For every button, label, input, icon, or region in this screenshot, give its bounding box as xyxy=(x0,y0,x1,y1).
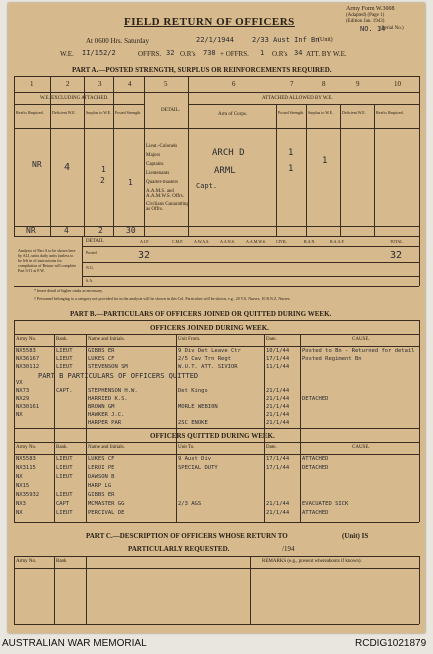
footnote-2: † Personnel belonging to a category not provided for in the analysis will be shown in this Col. Particulars will be shown, e.g., 20 V.S. Nurses, 10 R.N.Z. Nurses. xyxy=(34,296,291,301)
hw-aif-32: 32 xyxy=(138,250,151,261)
archive-footer xyxy=(0,636,433,654)
quitted-title: OFFICERS QUITTED DURING WEEK. xyxy=(150,432,275,440)
joined-col-0: Army No. xyxy=(16,337,37,342)
rank-5: A.A.M.S. and A.A.M.W.S. Offrs. xyxy=(146,189,184,199)
detail-row-0: Posted xyxy=(86,250,97,255)
rank-0: Lieut.-Colonels xyxy=(146,144,178,149)
column-number-9: 9 xyxy=(356,80,360,88)
quitted-cell-5-3: 2/3 AGS xyxy=(178,501,202,507)
quitted-cell-0-3: 9 Aust Div xyxy=(178,456,212,462)
quitted-cell-0-5: ATTACHED xyxy=(302,456,329,462)
hw-att-3: 1 xyxy=(322,156,328,166)
joined-cell-6-4: 21/1/44 xyxy=(266,396,290,402)
joined-cell-8-4: 21/1/44 xyxy=(266,412,290,418)
detail-label: DETAIL xyxy=(86,239,104,244)
joined-cell-0-1: LIEUT xyxy=(56,348,73,354)
part-c-date: /194 xyxy=(282,545,295,553)
joined-cell-0-5: Posted to Bn - Returned for detail xyxy=(302,348,415,354)
quitted-cell-5-5: EVACUATED SICK xyxy=(302,501,349,507)
detail-row-1: N.G. xyxy=(86,265,94,270)
joined-cell-1-4: 17/1/44 xyxy=(266,356,290,362)
unit-name: 2/33 Aust Inf Bn xyxy=(252,36,320,44)
column-number-10: 10 xyxy=(394,80,401,88)
header-right-2: Deficient W.E. xyxy=(342,110,366,115)
joined-cell-7-3: MORLE WEBI0N xyxy=(178,404,218,410)
joined-cell-1-0: NX36167 xyxy=(16,356,40,362)
attached-allowed: ATTACHED ALLOWED BY W.E. xyxy=(262,96,333,101)
quitted-col-1: Rank. xyxy=(56,445,68,450)
detail-col-5: CIVIL xyxy=(276,239,287,244)
ors2-value: 34 xyxy=(294,49,303,57)
quitted-col-3: Unit To. xyxy=(178,445,195,450)
detail-col-7: R.A.A.F. xyxy=(330,239,345,244)
joined-cell-5-0: NX73 xyxy=(16,388,30,394)
joined-cell-2-2: STEVENSON SM xyxy=(88,364,128,370)
hw-surplus-3: 1 xyxy=(128,178,133,187)
joined-cell-0-0: NX5583 xyxy=(16,348,36,354)
column-number-1: 1 xyxy=(30,80,34,88)
quitted-cell-3-2: HARP LG xyxy=(88,483,112,489)
joined-cell-6-5: DETACHED xyxy=(302,396,329,402)
total-0: NR xyxy=(26,226,36,235)
quitted-cell-4-1: LIEUT xyxy=(56,492,73,498)
part-c-col-3: REMARKS (e.g., present whereabouts if known). xyxy=(262,559,362,564)
joined-col-5: CAUSE. xyxy=(352,337,370,342)
joined-cell-1-5: Posted Regiment Bn xyxy=(302,356,362,362)
quitted-cell-5-0: NX3 xyxy=(16,501,26,507)
at-date: 22/1/1944 xyxy=(196,36,234,44)
detail-col-3: A.A.N.S. xyxy=(220,239,235,244)
quitted-col-5: CAUSE. xyxy=(352,445,370,450)
quitted-cell-2-0: NX xyxy=(16,474,23,480)
joined-cell-8-0: NX xyxy=(16,412,23,418)
quitted-col-2: Name and Initials. xyxy=(88,445,125,450)
form-title: FIELD RETURN OF OFFICERS xyxy=(124,16,295,28)
serial-number: NO. 14 xyxy=(360,25,386,33)
joined-cell-9-2: HARPER PAR xyxy=(88,420,122,426)
quitted-cell-1-4: 17/1/44 xyxy=(266,465,290,471)
hw-total-32: 32 xyxy=(390,250,403,261)
column-number-5: 5 xyxy=(164,80,168,88)
joined-cell-7-2: BROWN GM xyxy=(88,404,115,410)
joined-cell-2-3: W.U.T. ATT. SIVIOR xyxy=(178,364,238,370)
quitted-col-4: Date. xyxy=(266,445,277,450)
joined-cell-5-2: STEPHENSON H.W. xyxy=(88,388,138,394)
hw-4: 4 xyxy=(64,162,71,173)
quitted-cell-2-2: DAWSON B xyxy=(88,474,115,480)
rank-2: Captains xyxy=(146,162,164,167)
unit-label: (Unit) xyxy=(318,37,333,43)
joined-cell-1-2: LUKES CF xyxy=(88,356,115,362)
offrs-label: OFFRS. xyxy=(138,50,162,58)
total-2: 2 xyxy=(98,226,103,235)
at-line: At 0600 Hrs. Saturday xyxy=(86,37,149,45)
quitted-cell-4-0: NX35932 xyxy=(16,492,40,498)
joined-title: OFFICERS JOINED DURING WEEK. xyxy=(150,324,269,332)
part-c-title: PART C.—DESCRIPTION OF OFFICERS WHOSE RETURN TO xyxy=(86,532,288,540)
column-number-3: 3 xyxy=(98,80,102,88)
column-number-4: 4 xyxy=(128,80,132,88)
plus-label: + OFFRS. xyxy=(220,50,249,58)
part-c-unit-is: (Unit) IS xyxy=(342,532,369,540)
form-edition: (Edition Jan. 1943) xyxy=(346,19,385,24)
joined-cell-5-1: CAPT. xyxy=(56,388,73,394)
footnote-1: * Insert detail of higher ranks as necessary. xyxy=(34,288,103,293)
part-c-col-1: Rank xyxy=(56,559,67,564)
header-right-3: Rein'ts Required. xyxy=(376,110,404,115)
joined-cell-4-0: VX xyxy=(16,380,23,386)
footer-right: RCDIG1021879 xyxy=(355,638,427,649)
column-number-6: 6 xyxy=(232,80,236,88)
joined-cell-8-2: HAWKER J.C. xyxy=(88,412,125,418)
header-right-0: Posted Strength. xyxy=(278,110,305,115)
form-id: Army Form W.3008 xyxy=(346,6,395,12)
column-number-7: 7 xyxy=(290,80,294,88)
part-c-col-0: Army No. xyxy=(16,559,37,564)
joined-cell-7-0: NX30161 xyxy=(16,404,40,410)
ors-value: 738 xyxy=(203,49,216,57)
quitted-cell-5-2: MCMASTER GG xyxy=(88,501,125,507)
hw-nr: NR xyxy=(32,160,42,169)
joined-cell-2-1: LIEUT xyxy=(56,364,73,370)
detail-col-4: A.A.M.W.S. xyxy=(246,239,266,244)
rank-6: Civilians Ganaratting as Offrs. xyxy=(146,202,189,212)
arm-of-corps: Arm of Corps. xyxy=(218,112,248,117)
joined-cell-9-3: 2SC ENOKE xyxy=(178,420,208,426)
hw-surplus-1: 1 xyxy=(101,165,106,174)
detail-col-1: C.M.F. xyxy=(172,239,184,244)
joined-cell-0-3: 9 Div Det Leave Ctr xyxy=(178,348,241,354)
ors2-label: O.R's xyxy=(272,50,288,58)
rank-3: Lieutenants xyxy=(146,171,170,176)
footer-left: AUSTRALIAN WAR MEMORIAL xyxy=(2,638,147,649)
quitted-cell-1-2: LEROI PE xyxy=(88,465,115,471)
total-1: 4 xyxy=(64,226,69,235)
detail-col-2: A.W.A.S. xyxy=(194,239,210,244)
joined-cell-5-3: Det Kings xyxy=(178,388,208,394)
quitted-cell-6-1: LIEUT xyxy=(56,510,73,516)
joined-cell-2-4: 11/1/44 xyxy=(266,364,290,370)
quitted-cell-6-2: PERCIVAL DE xyxy=(88,510,125,516)
hw-att-1: 1 xyxy=(288,148,294,158)
quitted-cell-3-0: NX15 xyxy=(16,483,30,489)
quitted-cell-1-3: SPECIAL DUTY xyxy=(178,465,218,471)
quitted-cell-4-2: GIBBS ER xyxy=(88,492,115,498)
quitted-cell-0-0: NX5583 xyxy=(16,456,36,462)
detail-col-0: A.I.F. xyxy=(140,239,150,244)
quitted-cell-5-4: 21/1/44 xyxy=(266,501,290,507)
joined-cell-0-2: GIBBS ER xyxy=(88,348,115,354)
hw-arm-1: ARCH D xyxy=(212,148,245,158)
quitted-cell-0-4: 17/1/44 xyxy=(266,456,290,462)
joined-col-4: Date. xyxy=(266,337,277,342)
rank-4: Quarter-masters xyxy=(146,180,179,185)
serial-label: (Serial No.) xyxy=(380,26,404,31)
we-label: W.E. xyxy=(60,50,74,58)
quitted-cell-1-0: NX3115 xyxy=(16,465,36,471)
part-b-title: PART B.—PARTICULARS OF OFFICERS JOINED OR QUITTED DURING WEEK. xyxy=(70,310,332,318)
quitted-cell-6-4: 21/1/44 xyxy=(266,510,290,516)
hw-capt: Capt. xyxy=(196,182,218,190)
ors-label: O.R's xyxy=(180,50,196,58)
hw-surplus-2: 2 xyxy=(100,176,105,185)
we-excluding-attached: W.E. EXCLUDING ATTACHED. xyxy=(40,96,109,101)
quitted-cell-1-5: DETACHED xyxy=(302,465,329,471)
column-number-2: 2 xyxy=(66,80,70,88)
hw-arm-2: ARML xyxy=(214,166,236,176)
we-value: II/152/2 xyxy=(82,49,116,57)
detail-row-2: S.A. xyxy=(86,278,94,283)
part-c-requested: PARTICULARLY REQUESTED. xyxy=(128,545,230,553)
part-a-title: PART A.—POSTED STRENGTH, SURPLUS OR REINFORCEMENTS REQUIRED. xyxy=(72,66,332,74)
joined-cell-1-1: LIEUT xyxy=(56,356,73,362)
joined-cell-7-4: 21/1/44 xyxy=(266,404,290,410)
joined-col-2: Name and Initials. xyxy=(88,337,125,342)
header-left-0: Rein'ts Required. xyxy=(16,110,44,115)
quitted-cell-6-0: NX xyxy=(16,510,23,516)
detail-header: DETAIL. xyxy=(161,108,180,113)
detail-col-8: TOTAL xyxy=(390,239,403,244)
header-left-2: Surplus to W.E. xyxy=(86,110,112,115)
quitted-cell-0-1: LIEUT xyxy=(56,456,73,462)
offrs-value: 32 xyxy=(166,49,175,57)
header-right-1: Surplus to W.E. xyxy=(308,110,334,115)
att-label: ATT. BY W.E. xyxy=(306,50,347,58)
form-sub: (Adapted) (Page 1) xyxy=(346,13,385,18)
joined-cell-0-4: 10/1/44 xyxy=(266,348,290,354)
quitted-cell-2-1: LIEUT xyxy=(56,474,73,480)
plus-value: 1 xyxy=(260,49,265,57)
joined-cell-6-0: NX29 xyxy=(16,396,30,402)
joined-cell-3-2: PART B PARTICULARS OF OFFICERS QUITTED xyxy=(38,372,199,380)
header-left-1: Deficient W.E. xyxy=(52,110,76,115)
joined-cell-1-3: 2/5 Cav Trn Regt xyxy=(178,356,231,362)
analysis-side-note: Analysis of Part A to be shown here by ALL units daily units (unless to be left in of instructions for compilation of Return will complete Part 5/11 at F.W. xyxy=(18,248,77,273)
rank-1: Majors xyxy=(146,153,161,158)
hw-att-2: 1 xyxy=(288,164,294,174)
quitted-cell-1-1: LIEUT xyxy=(56,465,73,471)
joined-cell-5-4: 21/1/44 xyxy=(266,388,290,394)
quitted-cell-6-5: ATTACHED xyxy=(302,510,329,516)
joined-col-3: Unit From. xyxy=(178,337,201,342)
quitted-cell-5-1: CAPT xyxy=(56,501,70,507)
column-number-8: 8 xyxy=(322,80,326,88)
total-3: 30 xyxy=(126,226,136,235)
quitted-cell-0-2: LUKES CF xyxy=(88,456,115,462)
header-left-3: Posted Strength. xyxy=(115,110,142,115)
joined-col-1: Rank. xyxy=(56,337,68,342)
joined-cell-6-2: HARRIED K.S. xyxy=(88,396,128,402)
quitted-col-0: Army No. xyxy=(16,445,37,450)
detail-col-6: R.A.N. xyxy=(304,239,316,244)
joined-cell-2-0: NX30112 xyxy=(16,364,40,370)
joined-cell-9-4: 21/1/44 xyxy=(266,420,290,426)
